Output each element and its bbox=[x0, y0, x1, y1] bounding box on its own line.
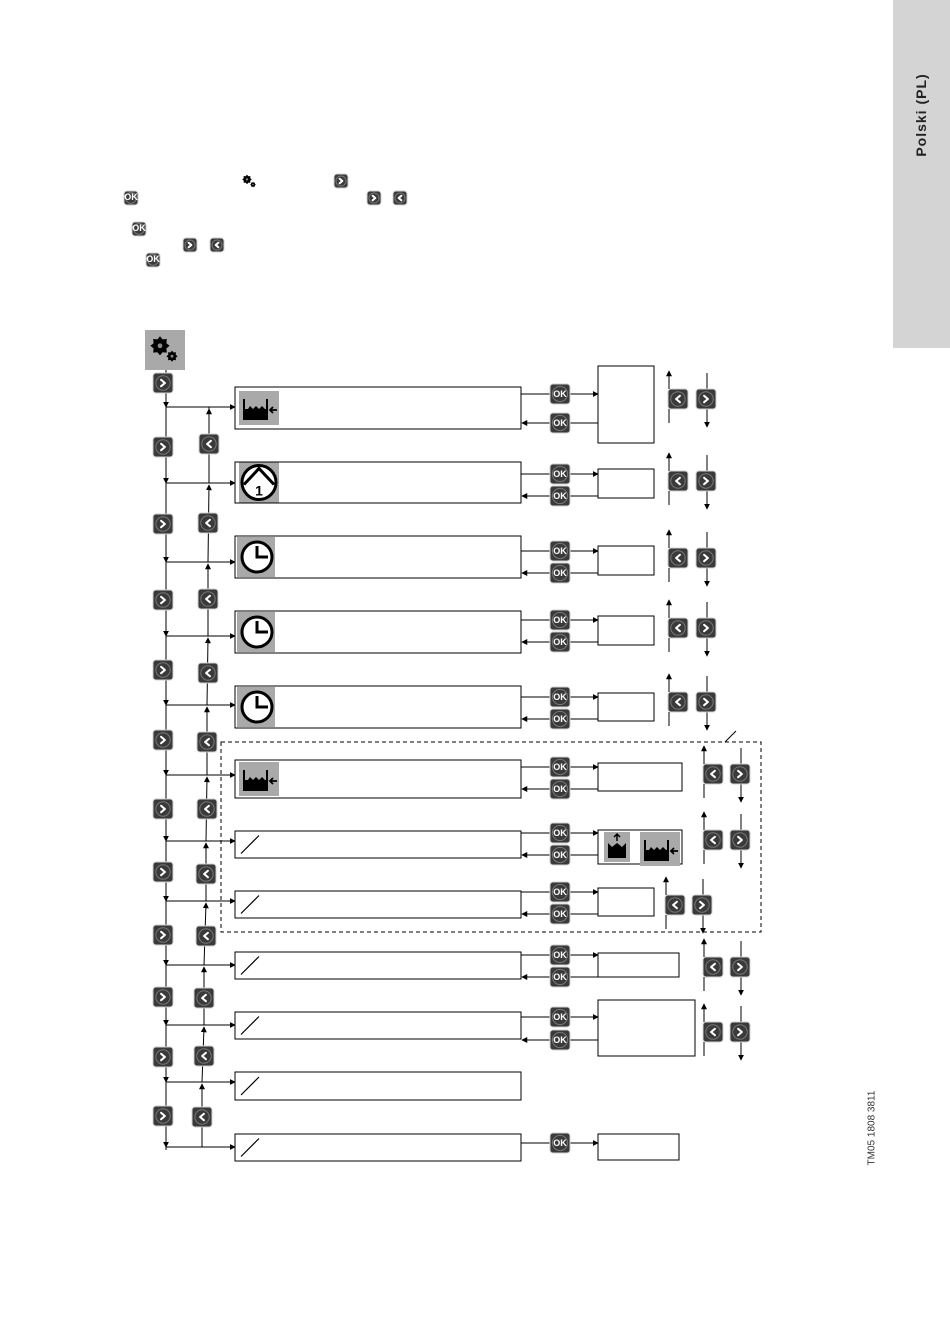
menu-item-row bbox=[235, 830, 682, 866]
value-box bbox=[598, 888, 654, 916]
menu-item-row bbox=[235, 611, 654, 653]
value-box bbox=[598, 1134, 679, 1160]
left-button[interactable] bbox=[198, 513, 218, 533]
left-button[interactable] bbox=[668, 692, 688, 712]
menu-item-row bbox=[235, 760, 682, 798]
left-button[interactable] bbox=[194, 988, 214, 1008]
ok-button-label: OK bbox=[553, 469, 567, 480]
right-button[interactable] bbox=[696, 389, 716, 409]
intro-text-icons bbox=[124, 174, 407, 370]
left-button[interactable] bbox=[668, 548, 688, 568]
ok-button-label: OK bbox=[124, 192, 138, 203]
menu-item-box[interactable] bbox=[235, 891, 521, 918]
left-button[interactable] bbox=[196, 926, 216, 946]
value-box bbox=[598, 469, 654, 498]
ok-button-label: OK bbox=[553, 887, 567, 898]
right-button[interactable] bbox=[153, 730, 173, 750]
ok-button[interactable] bbox=[146, 253, 160, 267]
right-button[interactable] bbox=[730, 764, 750, 784]
menu-item-row bbox=[235, 1072, 521, 1100]
menu-item-box[interactable] bbox=[235, 611, 521, 653]
ok-button-label: OK bbox=[553, 546, 567, 557]
right-button[interactable] bbox=[153, 660, 173, 680]
left-button[interactable] bbox=[668, 471, 688, 491]
value-box bbox=[598, 1000, 695, 1056]
right-button[interactable] bbox=[153, 862, 173, 882]
ok-button-label: OK bbox=[553, 1012, 567, 1023]
menu-item-row bbox=[235, 1000, 695, 1056]
ok-button-label: OK bbox=[132, 223, 146, 234]
left-button[interactable] bbox=[197, 732, 217, 752]
ok-button[interactable] bbox=[550, 845, 570, 865]
ok-button[interactable] bbox=[550, 632, 570, 652]
menu-item-row bbox=[235, 686, 654, 728]
settings-start bbox=[145, 330, 185, 370]
ok-button[interactable] bbox=[132, 222, 146, 236]
ok-button-label: OK bbox=[553, 389, 567, 400]
right-button[interactable] bbox=[696, 618, 716, 638]
right-button[interactable] bbox=[696, 471, 716, 491]
right-button[interactable] bbox=[692, 895, 712, 915]
ok-button-label: OK bbox=[553, 850, 567, 861]
ok-button[interactable] bbox=[124, 191, 138, 205]
menu-item-row bbox=[235, 1134, 679, 1161]
right-button[interactable] bbox=[153, 925, 173, 945]
ok-button-label: OK bbox=[553, 972, 567, 983]
left-button[interactable] bbox=[703, 957, 723, 977]
tank-fill-icon bbox=[604, 832, 630, 862]
menu-item-row bbox=[235, 366, 654, 443]
right-button[interactable] bbox=[153, 1047, 173, 1067]
ok-button[interactable] bbox=[550, 687, 570, 707]
tank-level-icon bbox=[640, 832, 680, 866]
left-button[interactable] bbox=[665, 895, 685, 915]
value-box bbox=[598, 693, 654, 721]
ok-button[interactable] bbox=[550, 945, 570, 965]
menu-item-row bbox=[235, 952, 679, 979]
right-button[interactable] bbox=[153, 1106, 173, 1126]
menu-item-box[interactable] bbox=[235, 1134, 521, 1161]
right-button[interactable] bbox=[334, 174, 348, 188]
ok-button[interactable] bbox=[550, 541, 570, 561]
ok-button[interactable] bbox=[550, 757, 570, 777]
gear-hub bbox=[171, 355, 174, 358]
right-button[interactable] bbox=[730, 957, 750, 977]
gear-hub bbox=[246, 178, 248, 180]
right-button[interactable] bbox=[730, 1022, 750, 1042]
menu-item-row bbox=[235, 536, 654, 578]
right-button[interactable] bbox=[696, 692, 716, 712]
left-button[interactable] bbox=[198, 589, 218, 609]
clock-icon bbox=[237, 612, 275, 652]
gear-hub bbox=[252, 184, 253, 185]
ok-button[interactable] bbox=[550, 779, 570, 799]
left-button[interactable] bbox=[198, 663, 218, 683]
ok-button-label: OK bbox=[553, 615, 567, 626]
value-box bbox=[598, 763, 682, 791]
left-button[interactable] bbox=[210, 238, 224, 252]
ok-button[interactable] bbox=[550, 486, 570, 506]
ok-button[interactable] bbox=[550, 1133, 570, 1153]
menu-item-box[interactable] bbox=[235, 831, 521, 858]
ok-button[interactable] bbox=[550, 1007, 570, 1027]
ok-button-label: OK bbox=[553, 950, 567, 961]
ok-button[interactable] bbox=[550, 882, 570, 902]
left-button[interactable] bbox=[197, 799, 217, 819]
ok-button[interactable] bbox=[550, 563, 570, 583]
right-button[interactable] bbox=[153, 437, 173, 457]
ok-button[interactable] bbox=[550, 709, 570, 729]
right-button[interactable] bbox=[183, 238, 197, 252]
left-button[interactable] bbox=[194, 1046, 214, 1066]
right-button[interactable] bbox=[696, 548, 716, 568]
figure-code: TM05 1808 3811 bbox=[866, 1090, 878, 1166]
left-button[interactable] bbox=[668, 618, 688, 638]
ok-button-label: OK bbox=[553, 909, 567, 920]
ok-button[interactable] bbox=[550, 413, 570, 433]
right-button[interactable] bbox=[367, 191, 381, 205]
menu-items bbox=[235, 366, 695, 1161]
ok-button-label: OK bbox=[553, 491, 567, 502]
ok-button-label: OK bbox=[553, 762, 567, 773]
pump-number: 1 bbox=[255, 482, 263, 499]
ok-button[interactable] bbox=[550, 384, 570, 404]
menu-item-box[interactable] bbox=[235, 1072, 521, 1100]
ok-button[interactable] bbox=[550, 823, 570, 843]
menu-item-row bbox=[235, 462, 654, 503]
right-button[interactable] bbox=[153, 987, 173, 1007]
ok-button-label: OK bbox=[146, 254, 160, 265]
left-button[interactable] bbox=[199, 434, 219, 454]
clock-icon bbox=[237, 687, 275, 727]
menu-item-box[interactable] bbox=[235, 686, 521, 728]
pump-one-icon bbox=[239, 463, 279, 503]
right-button[interactable] bbox=[153, 590, 173, 610]
value-options bbox=[604, 832, 680, 866]
ok-button-label: OK bbox=[553, 637, 567, 648]
right-button[interactable] bbox=[153, 799, 173, 819]
right-button[interactable] bbox=[730, 830, 750, 850]
value-box bbox=[598, 953, 679, 977]
gear-hub bbox=[158, 343, 163, 348]
right-button[interactable] bbox=[153, 373, 173, 393]
ok-button[interactable] bbox=[550, 464, 570, 484]
ok-button-label: OK bbox=[553, 828, 567, 839]
right-button[interactable] bbox=[153, 514, 173, 534]
clock-icon bbox=[237, 537, 275, 577]
ok-button-label: OK bbox=[553, 692, 567, 703]
ok-button[interactable] bbox=[550, 904, 570, 924]
menu-item-box[interactable] bbox=[235, 536, 521, 578]
ok-button-label: OK bbox=[553, 1138, 567, 1149]
value-box bbox=[598, 616, 654, 645]
ok-button-label: OK bbox=[553, 714, 567, 725]
settings-icon bbox=[242, 175, 256, 188]
left-button[interactable] bbox=[703, 1022, 723, 1042]
left-button[interactable] bbox=[668, 389, 688, 409]
menu-item-box[interactable] bbox=[235, 1012, 521, 1039]
left-button[interactable] bbox=[703, 830, 723, 850]
value-box bbox=[598, 366, 654, 443]
ok-button-label: OK bbox=[553, 568, 567, 579]
ok-button[interactable] bbox=[550, 1030, 570, 1050]
ok-button-label: OK bbox=[553, 418, 567, 429]
language-tab-label: Polski (PL) bbox=[913, 73, 929, 157]
menu-item-box[interactable] bbox=[235, 952, 521, 979]
value-box bbox=[598, 546, 654, 575]
ok-button[interactable] bbox=[550, 967, 570, 987]
left-button[interactable] bbox=[196, 864, 216, 884]
ok-button[interactable] bbox=[550, 610, 570, 630]
left-button[interactable] bbox=[393, 191, 407, 205]
left-button[interactable] bbox=[192, 1107, 212, 1127]
frame-callout bbox=[725, 731, 736, 742]
left-button[interactable] bbox=[703, 764, 723, 784]
ok-button-label: OK bbox=[553, 784, 567, 795]
ok-button-label: OK bbox=[553, 1035, 567, 1046]
tank-level-icon bbox=[239, 762, 279, 796]
tank-level-icon bbox=[239, 391, 279, 425]
